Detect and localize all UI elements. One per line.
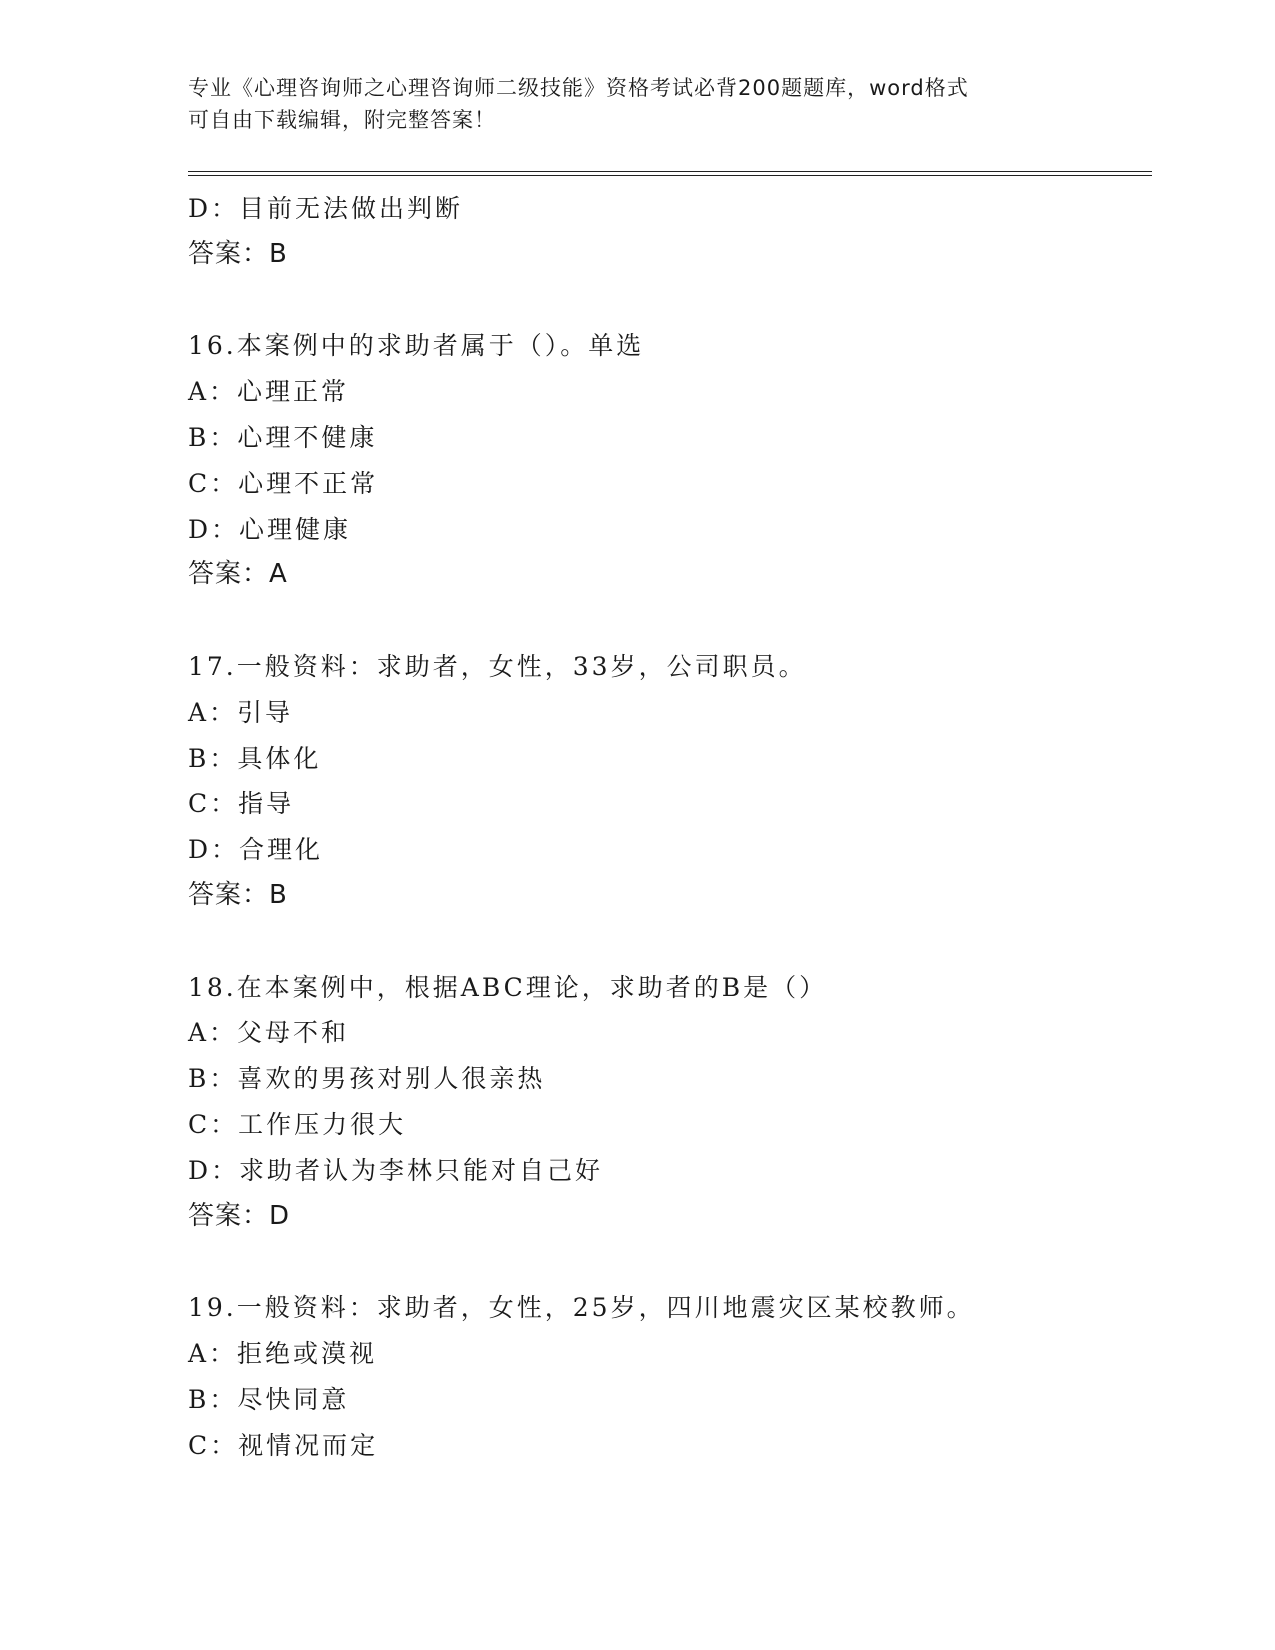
option-c: C：工作压力很大 <box>188 1109 407 1139</box>
answer-line: 答案：B <box>188 238 288 269</box>
option-b: B：心理不健康 <box>188 422 378 452</box>
spacer <box>188 1239 1148 1285</box>
option-b: B：具体化 <box>188 743 322 773</box>
option-a: A：心理正常 <box>188 377 350 407</box>
option-d: D：心理健康 <box>188 514 352 544</box>
question-stem: 18.在本案例中，根据ABC理论，求助者的B是（） <box>188 972 828 1002</box>
spacer <box>188 278 1148 324</box>
header-divider-bottom <box>188 175 1152 176</box>
header-title-line-2: 可自由下载编辑，附完整答案！ <box>188 108 496 132</box>
answer-line: 答案：D <box>188 1200 291 1231</box>
option-c: C：视情况而定 <box>188 1430 379 1460</box>
option-c: C：指导 <box>188 789 295 819</box>
option-a: A：引导 <box>188 697 294 727</box>
option-b: B：尽快同意 <box>188 1384 350 1414</box>
option-d: D：求助者认为李林只能对自己好 <box>188 1155 604 1185</box>
option-b: B：喜欢的男孩对别人很亲热 <box>188 1064 546 1094</box>
question-block-18 <box>188 965 1148 1240</box>
option-d: D：合理化 <box>188 835 324 865</box>
header-title-line-1: 专业《心理咨询师之心理咨询师二级技能》资格考试必背200题题库，word格式 <box>188 76 969 100</box>
answer-line: 答案：B <box>188 879 288 910</box>
question-block-15-tail <box>188 186 1148 278</box>
spacer <box>188 598 1148 644</box>
question-block-17 <box>188 644 1148 919</box>
document-header <box>188 72 1088 136</box>
question-block-16 <box>188 323 1148 598</box>
question-stem: 17.一般资料：求助者，女性，33岁，公司职员。 <box>188 651 807 681</box>
question-stem: 19.一般资料：求助者，女性，25岁，四川地震灾区某校教师。 <box>188 1293 975 1323</box>
question-stem: 16.本案例中的求助者属于（）。单选 <box>188 331 645 361</box>
option-a: A：父母不和 <box>188 1018 350 1048</box>
option-d: D：目前无法做出判断 <box>188 194 464 223</box>
spacer <box>188 919 1148 965</box>
question-content <box>188 186 1148 1468</box>
option-a: A：拒绝或漠视 <box>188 1338 378 1368</box>
answer-line: 答案：A <box>188 559 288 590</box>
header-divider-top <box>188 171 1152 172</box>
question-block-19 <box>188 1285 1148 1468</box>
option-c: C：心理不正常 <box>188 468 379 498</box>
